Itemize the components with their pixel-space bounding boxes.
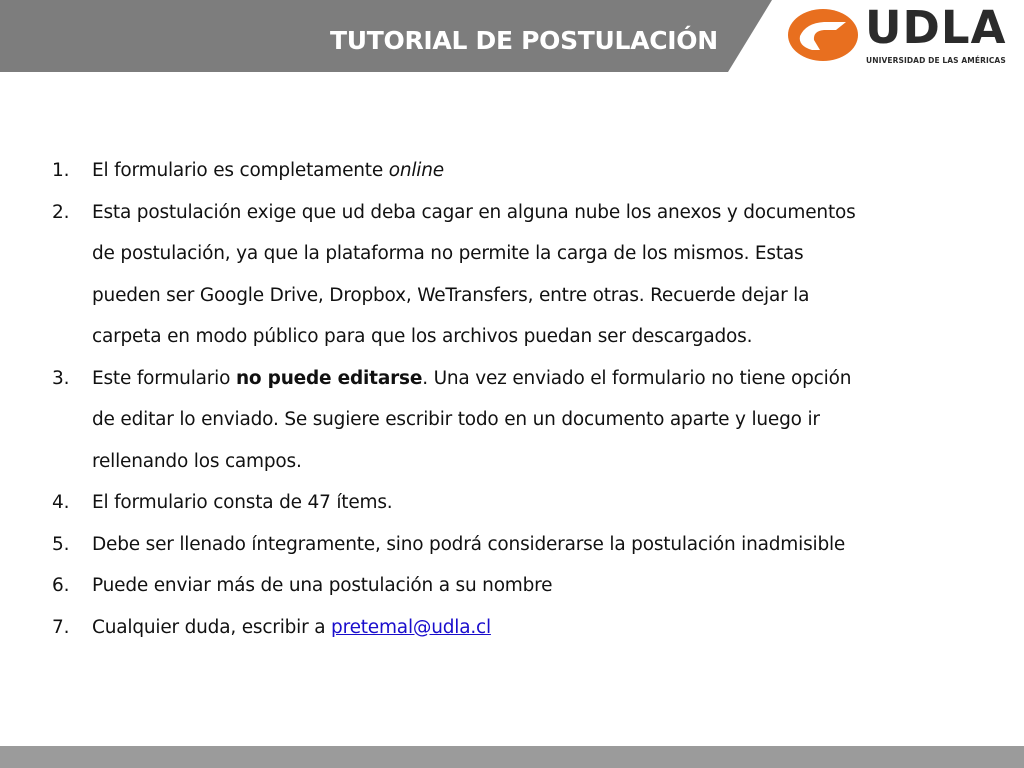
list-item-number: 6. <box>52 575 70 596</box>
list-item-text: Cualquier duda, escribir a pretemal@udla.cl <box>92 616 491 638</box>
list-item <box>52 482 972 524</box>
list-item-text: rellenando los campos. <box>92 450 302 472</box>
list-item-number: 4. <box>52 492 70 513</box>
list-item <box>52 607 972 649</box>
footer-bar <box>0 746 1024 768</box>
list-item-text: Debe ser llenado íntegramente, sino podrá considerarse la postulación inadmisible <box>92 533 846 555</box>
emphasis-no-editable: no puede editarse <box>235 367 423 389</box>
list-item-number: 2. <box>52 201 70 223</box>
emphasis-online: online <box>388 160 444 181</box>
list-item-text: de postulación, ya que la plataforma no permite la carga de los mismos. Estas <box>92 243 804 264</box>
contact-email-link[interactable]: pretemal@udla.cl <box>331 616 491 638</box>
list-item-number: 3. <box>52 367 70 389</box>
instructions-list <box>52 150 972 648</box>
list-item-text: Esta postulación exige que ud deba cagar en alguna nube los anexos y documentos <box>92 201 856 223</box>
list-item-text: El formulario consta de 47 ítems. <box>92 492 393 513</box>
list-item <box>52 358 972 483</box>
list-item-text: de editar lo enviado. Se sugiere escribir todo en un documento aparte y luego ir <box>92 409 820 430</box>
list-item-text: Puede enviar más de una postulación a su nombre <box>92 575 553 596</box>
list-item-text: pueden ser Google Drive, Dropbox, WeTransfers, entre otras. Recuerde dejar la <box>92 284 810 306</box>
list-item <box>52 524 972 566</box>
udla-logo-mark-icon <box>786 6 860 64</box>
list-item-text: carpeta en modo público para que los archivos puedan ser descargados. <box>92 326 753 347</box>
logo-wordmark: UDLA <box>865 1 1007 54</box>
udla-logo <box>786 1 1007 68</box>
list-item <box>52 565 972 607</box>
list-item-number: 5. <box>52 533 70 555</box>
logo-subtitle: UNIVERSIDAD DE LAS AMÉRICAS <box>866 56 1006 65</box>
list-item-number: 7. <box>52 616 70 638</box>
slide-title: TUTORIAL DE POSTULACIÓN <box>330 26 718 55</box>
list-item-text: Este formulario no puede editarse. Una vez enviado el formulario no tiene opción <box>92 367 852 389</box>
list-item <box>52 150 972 192</box>
list-item <box>52 192 972 358</box>
list-item-number: 1. <box>52 160 70 181</box>
list-item-text: El formulario es completamente online <box>92 160 444 181</box>
